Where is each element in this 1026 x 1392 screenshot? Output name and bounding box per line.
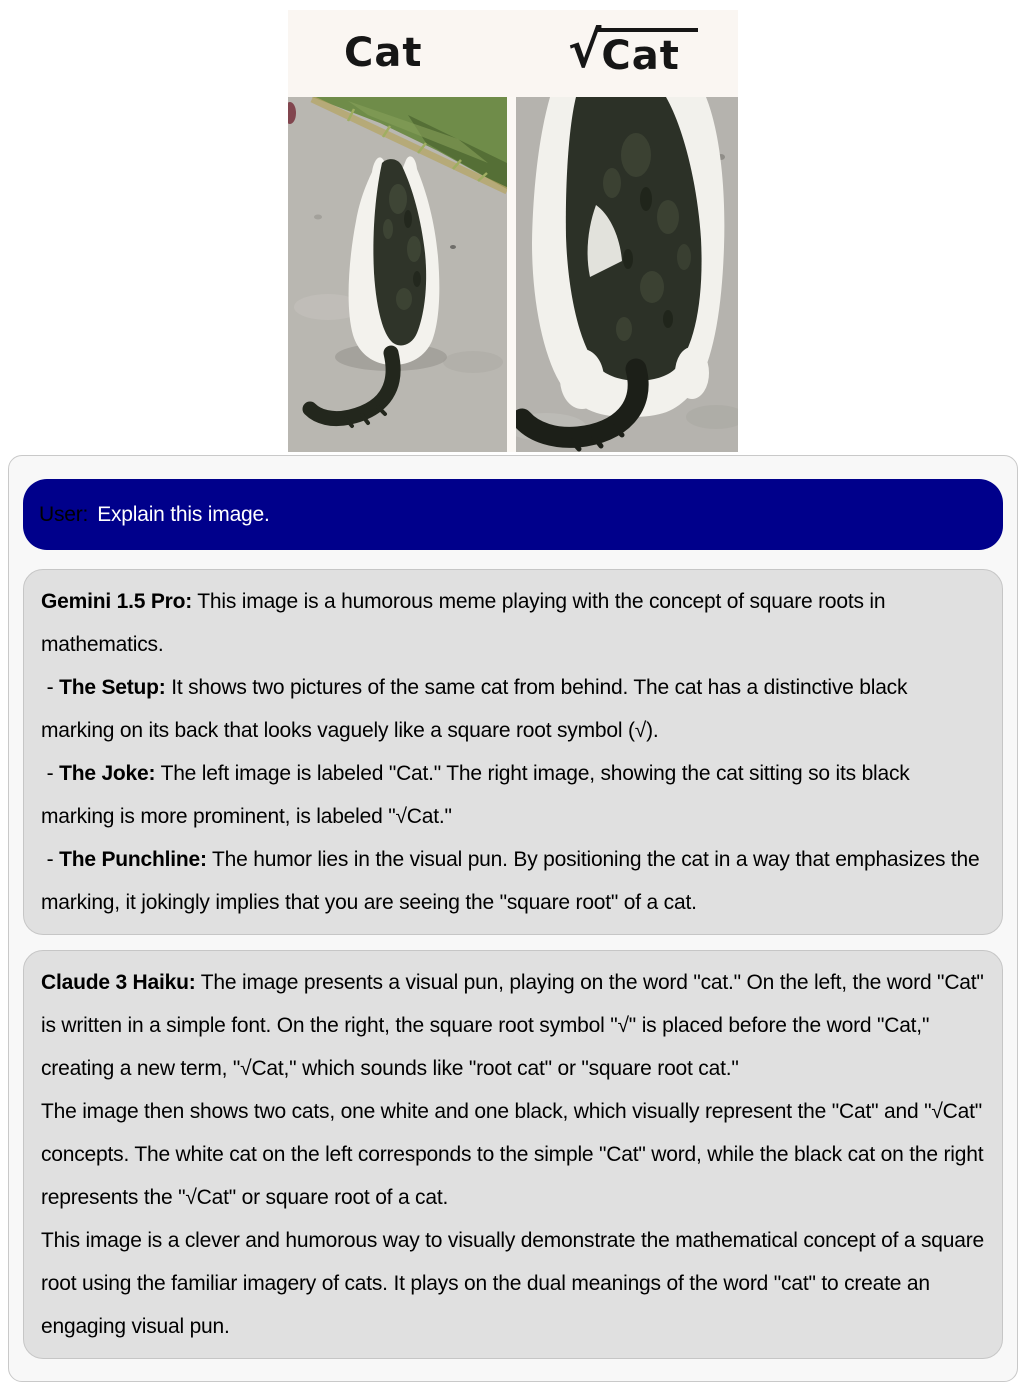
user-message-bar	[23, 479, 1003, 550]
square-root-symbol: √	[568, 21, 602, 79]
claude-response-box	[23, 950, 1003, 1359]
photo-divider	[507, 97, 516, 452]
cat-meme-image	[288, 10, 738, 452]
response-paragraph: This image is a clever and humorous way to visually demonstrate the mathematical concept of a square root using the familiar imagery of cats. It plays on the dual meanings of the word "cat" to create an engaging visual pun.	[41, 1229, 990, 1338]
meme-label-sqrt-cat-text: Cat	[596, 28, 697, 79]
user-message-text: Explain this image.	[97, 502, 270, 526]
gemini-response-box	[23, 569, 1003, 935]
meme-photos-row	[288, 97, 738, 452]
meme-label-cat: Cat	[344, 30, 423, 76]
right-cat-photo	[516, 97, 738, 452]
response-paragraph: - The Joke: The left image is labeled "Cat." The right image, showing the cat sitting so its black marking is more prominent, is labeled "√Cat."	[41, 762, 916, 828]
response-paragraph: - The Punchline: The humor lies in the visual pun. By positioning the cat in a way that emphasizes the marking, it jokingly implies that you are seeing the "square root" of a cat.	[41, 848, 986, 914]
chat-container	[8, 455, 1018, 1382]
response-paragraph: Claude 3 Haiku: The image presents a visual pun, playing on the word "cat." On the left, the word "Cat" is written in a simple font. On the right, the square root symbol "√" is placed before the word "Cat," creating a new term, "√Cat," which sounds like "root cat" or "square root cat."	[41, 971, 990, 1080]
response-paragraph: - The Setup: It shows two pictures of the same cat from behind. The cat has a distinctive black marking on its back that looks vaguely like a square root symbol (√).	[41, 676, 913, 742]
response-paragraph: The image then shows two cats, one white and one black, which visually represent the "Cat" and "√Cat" concepts. The white cat on the left corresponds to the simple "Cat" word, while the black cat on the right represents the "√Cat" or square root of a cat.	[41, 1100, 989, 1209]
left-cat-photo	[288, 97, 507, 452]
meme-label-band	[288, 10, 738, 97]
meme-label-sqrt-cat	[568, 22, 698, 79]
response-paragraph: Gemini 1.5 Pro: This image is a humorous meme playing with the concept of square roots in mathematics.	[41, 590, 892, 656]
user-speaker-label: User:	[39, 502, 89, 526]
